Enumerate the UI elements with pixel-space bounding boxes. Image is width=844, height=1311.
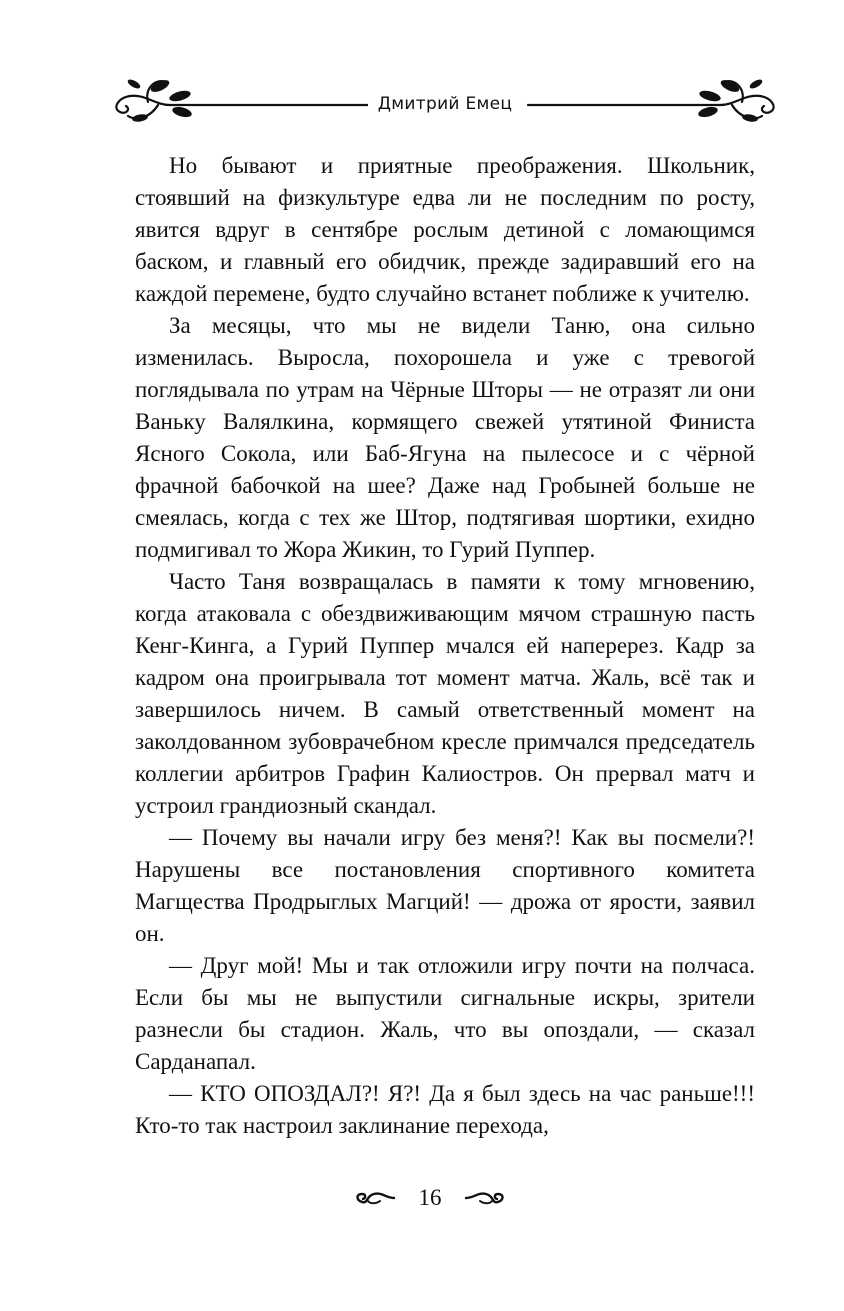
swirl-ornament-icon — [464, 1188, 508, 1208]
paragraph: Но бывают и приятные преображения. Школьник, стоявший на физкультуре едва ли не последним по росту, явится вдруг в сентябре рослым детиной с ломающимся баском, и главный его обидчик, прежде задиравший его на каждой перемене, будто случайно встанет поближе к учителю. — [135, 153, 755, 306]
paragraph: За месяцы, что мы не видели Таню, она сильно изменилась. Выросла, похорошела и уже с тревогой поглядывала по утрам на Чёрные Шторы — не отразят ли они Ваньку Валялкина, кормящего свежей утятиной Финиста Ясного Сокола, или Баб-Ягуна на пылесосе и с чёрной фрачной бабочкой на шее? Даже над Гробыней больше не смеялась, когда с тех же Штор, подтягивая шортики, ехидно подмигивал то Жора Жикин, то Гурий Пуппер. — [135, 313, 755, 562]
page-body — [135, 150, 755, 1142]
paragraph: — Друг мой! Мы и так отложили игру почти на полчаса. Если бы мы не выпустили сигнальные искры, зрители разнесли бы стадион. Жаль, что вы опоздали, — сказал Сарданапал. — [135, 953, 755, 1074]
paragraph: — Почему вы начали игру без меня?! Как вы посмели?! Нарушены все постановления спортивного комитета Магщества Продрыглых Магций! — дрожа от ярости, заявил он. — [135, 825, 755, 946]
paragraph: — КТО ОПОЗДАЛ?! Я?! Да я был здесь на час раньше!!! Кто-то так настроил заклинание перехода, — [135, 1081, 755, 1138]
author-name-text: Дмитрий Емец — [368, 94, 523, 114]
page-footer — [340, 1184, 520, 1214]
paragraph: Часто Таня возвращалась в памяти к тому мгновению, когда атаковала с обездвиживающим мячом страшную пасть Кенг-Кинга, а Гурий Пуппер мчался ей наперерез. Кадр за кадром она проигрывала тот момент матча. Жаль, всё так и завершилось ничем. В самый ответственный момент на заколдованном зубоврачебном кресле примчался председатель коллегии арбитров Графин Калиостров. Он прервал матч и устроил грандиозный скандал. — [135, 569, 755, 818]
running-header — [100, 66, 790, 146]
page-number: 16 — [418, 1185, 442, 1210]
author-name — [100, 94, 790, 114]
